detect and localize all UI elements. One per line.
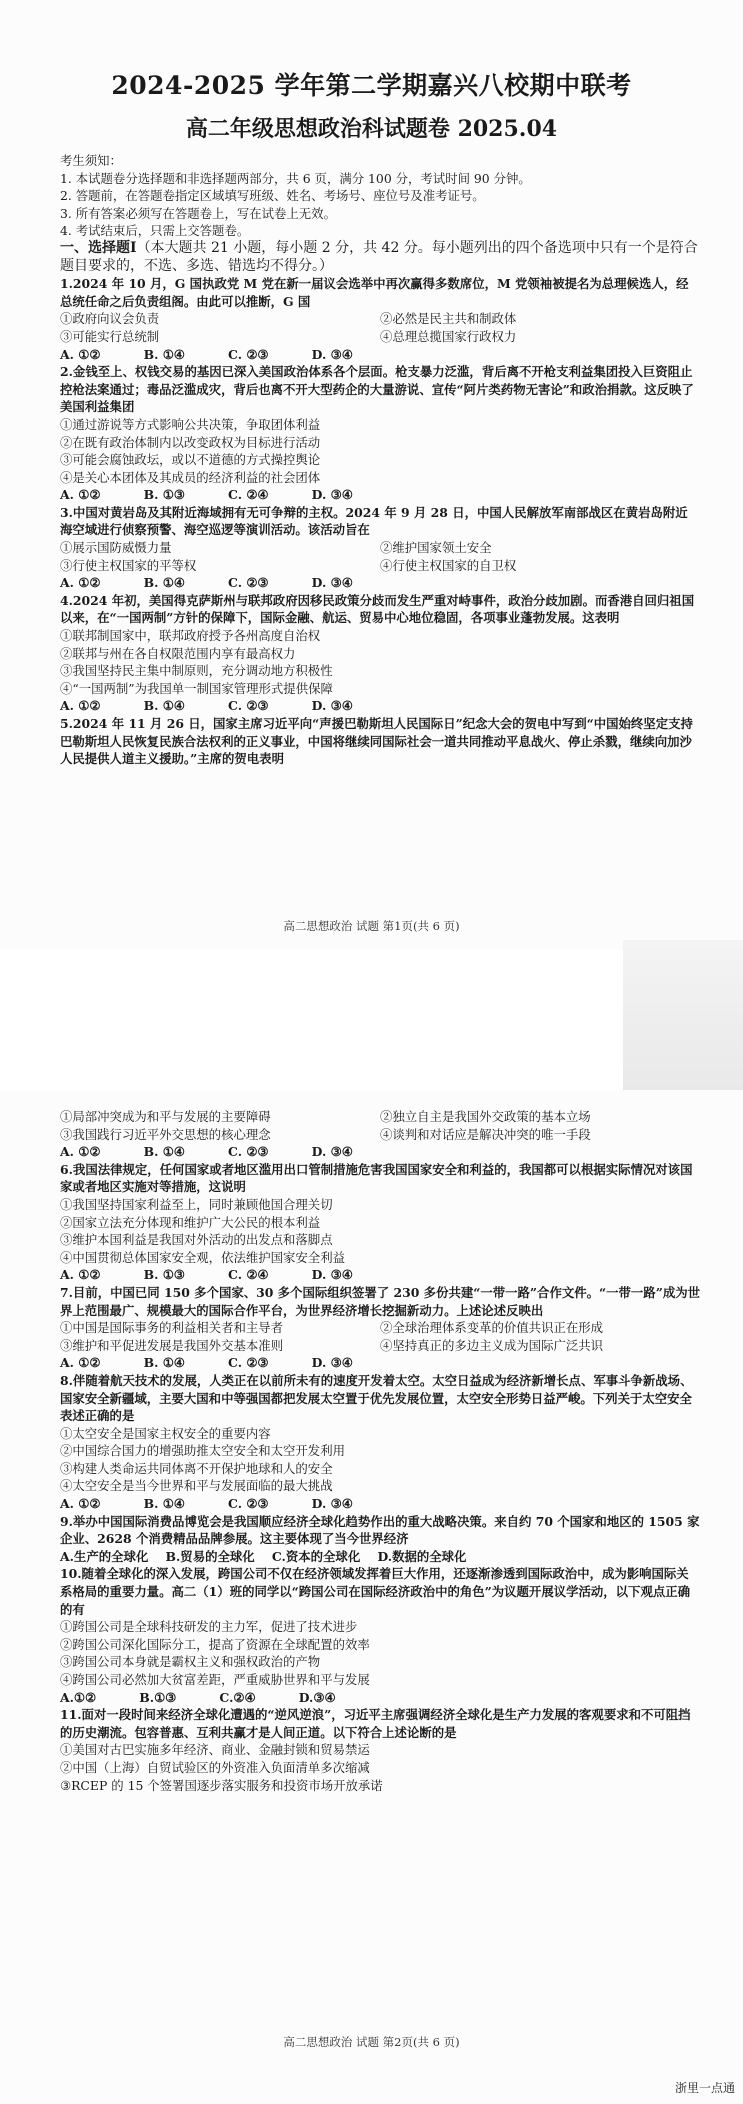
- statement: ④是关心本团体及其成员的经济利益的社会团体: [60, 469, 321, 485]
- exam-body-page1: [60, 152, 700, 768]
- question-3-statements: [60, 539, 700, 574]
- notes-heading: 考生须知：: [60, 153, 122, 168]
- statement: ①展示国防威慑力量: [60, 540, 172, 556]
- statement: ②中国综合国力的增强助推太空安全和太空开发利用: [60, 1443, 345, 1459]
- question-11-stem: 11.面对一段时间来经济全球化遭遇的“逆风逆浪”，习近平主席强调经济全球化是生产力发展的客观要求和不可阻挡的历史潮流。包容普惠、互利共赢才是人间正道。以下符合上述论断的是: [60, 1707, 691, 1740]
- statement: ③维护本国利益是我国对外活动的出发点和落脚点: [60, 1232, 333, 1248]
- statement: ②在既有政治体制内以改变政权为目标进行活动: [60, 434, 321, 450]
- section-desc: （本大题共 21 小题，每小题 2 分，共 42 分。每小题列出的四个备选项中只有一个是符合题目要求的，不选、多选、错选均不得分。）: [60, 239, 698, 274]
- watermark: 浙里一点通: [674, 2081, 735, 2095]
- question-5-stem: 5.2024 年 11 月 26 日，国家主席习近平向“声援巴勒斯坦人民国际日”纪念大会的贺电中写到“中国始终坚定支持巴勒斯坦人民恢复民族合法权利的正义事业，中国将继续同国际社会一道共同推动平息战火、停止杀戮，继续向加沙人民提供人道主义援助。”主席的贺电表明: [60, 716, 693, 767]
- statement: ①美国对古巴实施多年经济、商业、金融封锁和贸易禁运: [60, 1742, 370, 1758]
- question-1-choices: A. ①② B. ①④ C. ②③ D. ③④: [60, 346, 353, 362]
- statement: ④行使主权国家的自卫权: [380, 557, 517, 573]
- statement: ①跨国公司是全球科技研发的主力军，促进了技术进步: [60, 1619, 358, 1635]
- exam-title: 2024-2025 学年第二学期嘉兴八校期中联考: [111, 71, 632, 100]
- question-9-choices: A.生产的全球化 B.贸易的全球化 C.资本的全球化 D.数据的全球化: [60, 1548, 467, 1564]
- note-item: 3. 所有答案必须写在答题卷上，写在试卷上无效。: [60, 205, 336, 221]
- question-2-stem: 2.金钱至上、权钱交易的基因已深入美国政治体系各个层面。枪支暴力泛滥，背后离不开枪支利益集团投入巨资阻止控枪法案通过；毒品泛滥成灾，背后也离不开大型药企的大量游说、宣传“阿片类药物无害论”和政治捐款。这反映了美国利益集团: [60, 364, 694, 415]
- question-3-choices: A. ①② B. ①④ C. ②③ D. ③④: [60, 575, 353, 591]
- question-7-choices: A. ①② B. ①④ C. ②③ D. ③④: [60, 1355, 353, 1371]
- note-item: 2. 答题前，在答题卷指定区域填写班级、姓名、考场号、座位号及准考证号。: [60, 188, 485, 204]
- statement: ②必然是民主共和制政体: [380, 311, 517, 327]
- statement: ③行使主权国家的平等权: [60, 557, 197, 573]
- exam-subtitle: 高二年级思想政治科试题卷 2025.04: [185, 116, 558, 142]
- statement: ④太空安全是当今世界和平与发展面临的最大挑战: [60, 1478, 333, 1494]
- statement: ②维护国家领土安全: [380, 540, 492, 556]
- scan-gap: [623, 940, 743, 1090]
- statement: ④跨国公司必然加大贫富差距，严重威胁世界和平与发展: [60, 1672, 370, 1687]
- note-item: 1. 本试题卷分选择题和非选择题两部分，共 6 页，满分 100 分，考试时间 90 分钟。: [60, 170, 531, 186]
- question-2-choices: A. ①② B. ①③ C. ②④ D. ③④: [60, 487, 353, 503]
- question-7-stem: 7.目前，中国已同 150 多个国家、30 多个国际组织签署了 230 多份共建“一带一路”合作文件。“一带一路”成为世界上范围最广、规模最大的国际合作平台，为世界经济增长挖掘新动力。上述论述反映出: [60, 1284, 700, 1318]
- statement: ④“一国两制”为我国单一制国家管理形式提供保障: [60, 680, 333, 696]
- statement: ②中国（上海）自贸试验区的外资准入负面清单多次缩减: [60, 1759, 370, 1775]
- statement: ④总理总揽国家行政权力: [380, 328, 517, 344]
- statement: ①通过游说等方式影响公共决策，争取团体利益: [60, 416, 321, 432]
- statement: ④中国贯彻总体国家安全观，依法维护国家安全利益: [60, 1249, 345, 1265]
- statement: ②国家立法充分体现和维护广大公民的根本利益: [60, 1214, 321, 1230]
- statement: ②全球治理体系变革的价值共识正在形成: [380, 1320, 604, 1336]
- question-6-choices: A. ①② B. ①③ C. ②④ D. ③④: [60, 1267, 353, 1283]
- question-1-stem: 1.2024 年 10 月，G 国执政党 M 党在新一届议会选举中再次赢得多数席位，M 党领袖被提名为总理候选人，经总统任命之后负责组阁。由此可以推断，G 国: [60, 276, 689, 309]
- question-6-stem: 6.我国法律规定，任何国家或者地区滥用出口管制措施危害我国国家安全和利益的，我国都可以根据实际情况对该国家或者地区实施对等措施，这说明: [60, 1161, 693, 1195]
- statement: ③我国坚持民主集中制原则，充分调动地方积极性: [60, 663, 333, 679]
- statement: ③跨国公司本身就是霸权主义和强权政治的产物: [60, 1654, 321, 1670]
- note-item: 4. 考试结束后，只需上交答题卷。: [60, 223, 250, 239]
- question-5-statements: [60, 1108, 700, 1143]
- question-3-stem: 3.中国对黄岩岛及其附近海域拥有无可争辩的主权。2024 年 9 月 28 日，中国人民解放军南部战区在黄岩岛附近海空域进行侦察预警、海空巡逻等演训活动。该活动旨在: [60, 504, 688, 538]
- question-5-choices: A. ①② B. ①④ C. ②③ D. ③④: [60, 1144, 353, 1160]
- exam-body-page2: [60, 1108, 700, 1794]
- question-7-statements: [60, 1319, 700, 1354]
- question-4-choices: A. ①② B. ①④ C. ②③ D. ③④: [60, 698, 353, 714]
- section-heading: 一、选择题Ⅰ（本大题共 21 小题，每小题 2 分，共 42 分。每小题列出的四个备选项中只有一个是符合题目要求的，不选、多选、错选均不得分。）: [60, 239, 698, 274]
- statement: ②独立自主是我国外交政策的基本立场: [380, 1109, 591, 1124]
- question-8-choices: A. ①② B. ①④ C. ②③ D. ③④: [60, 1496, 353, 1512]
- statement: ③RCEP 的 15 个签署国逐步落实服务和投资市场开放承诺: [60, 1777, 383, 1793]
- statement: ①中国是国际事务的利益相关者和主导者: [60, 1320, 284, 1336]
- statement: ③我国践行习近平外交思想的核心理念: [60, 1126, 271, 1142]
- statement: ①太空安全是国家主权安全的重要内容: [60, 1425, 271, 1441]
- question-8-stem: 8.伴随着航天技术的发展，人类正在以前所未有的速度开发着太空。太空日益成为经济新增长点、军事斗争新战场、国家安全新疆域，主要大国和中等强国都把发展太空置于优先发展位置，太空安全形势日益严峻。下列关于太空安全表述正确的是: [60, 1372, 693, 1424]
- page-footer: 高二思想政治 试题 第2页(共 6 页): [283, 2035, 460, 2049]
- question-1-statements: [60, 310, 700, 345]
- statement: ②联邦与州在各自权限范围内享有最高权力: [60, 645, 296, 661]
- exam-page-1: [0, 0, 743, 950]
- statement: ③可能实行总统制: [60, 328, 160, 344]
- exam-page-2: [0, 1090, 743, 2104]
- statement: ①政府向议会负责: [60, 311, 160, 327]
- statement: ①联邦制国家中，联邦政府授予各州高度自治权: [60, 628, 321, 644]
- question-10-stem: 10.随着全球化的深入发展，跨国公司不仅在经济领域发挥着巨大作用，还逐渐渗透到国际政治中，成为影响国际关系格局的重要力量。高二（1）班的同学以“跨国公司在国际经济政治中的角色”为议题开展议学活动，以下观点正确的有: [60, 1566, 691, 1617]
- statement: ①局部冲突成为和平与发展的主要障碍: [60, 1109, 271, 1124]
- statement: ④坚持真正的多边主义成为国际广泛共识: [380, 1337, 604, 1353]
- statement: ③维护和平促进发展是我国外交基本准则: [60, 1337, 284, 1353]
- question-9-stem: 9.举办中国国际消费品博览会是我国顺应经济全球化趋势作出的重大战略决策。来自约 70 个国家和地区的 1505 家企业、2628 个消费精品品牌参展。这主要体现了当今世界经济: [60, 1513, 700, 1547]
- statement: ②跨国公司深化国际分工，提高了资源在全球配置的效率: [60, 1636, 370, 1652]
- page-footer: 高二思想政治 试题 第1页(共 6 页): [283, 919, 460, 933]
- question-10-choices: A.①② B.①③ C.②④ D.③④: [60, 1689, 336, 1705]
- statement: ③可能会腐蚀政坛，或以不道德的方式操控舆论: [60, 452, 321, 468]
- statement: ①我国坚持国家利益至上，同时兼顾他国合理关切: [60, 1196, 333, 1212]
- statement: ③构建人类命运共同体离不开保护地球和人的安全: [60, 1460, 333, 1476]
- statement: ④谈判和对话应是解决冲突的唯一手段: [380, 1126, 591, 1142]
- question-4-stem: 4.2024 年初，美国得克萨斯州与联邦政府因移民政策分歧而发生严重对峙事件，政治分歧加剧。而香港自回归祖国以来，在“一国两制”方针的保障下，国际金融、航运、贸易中心地位稳固，各项事业蓬勃发展。这表明: [60, 592, 695, 626]
